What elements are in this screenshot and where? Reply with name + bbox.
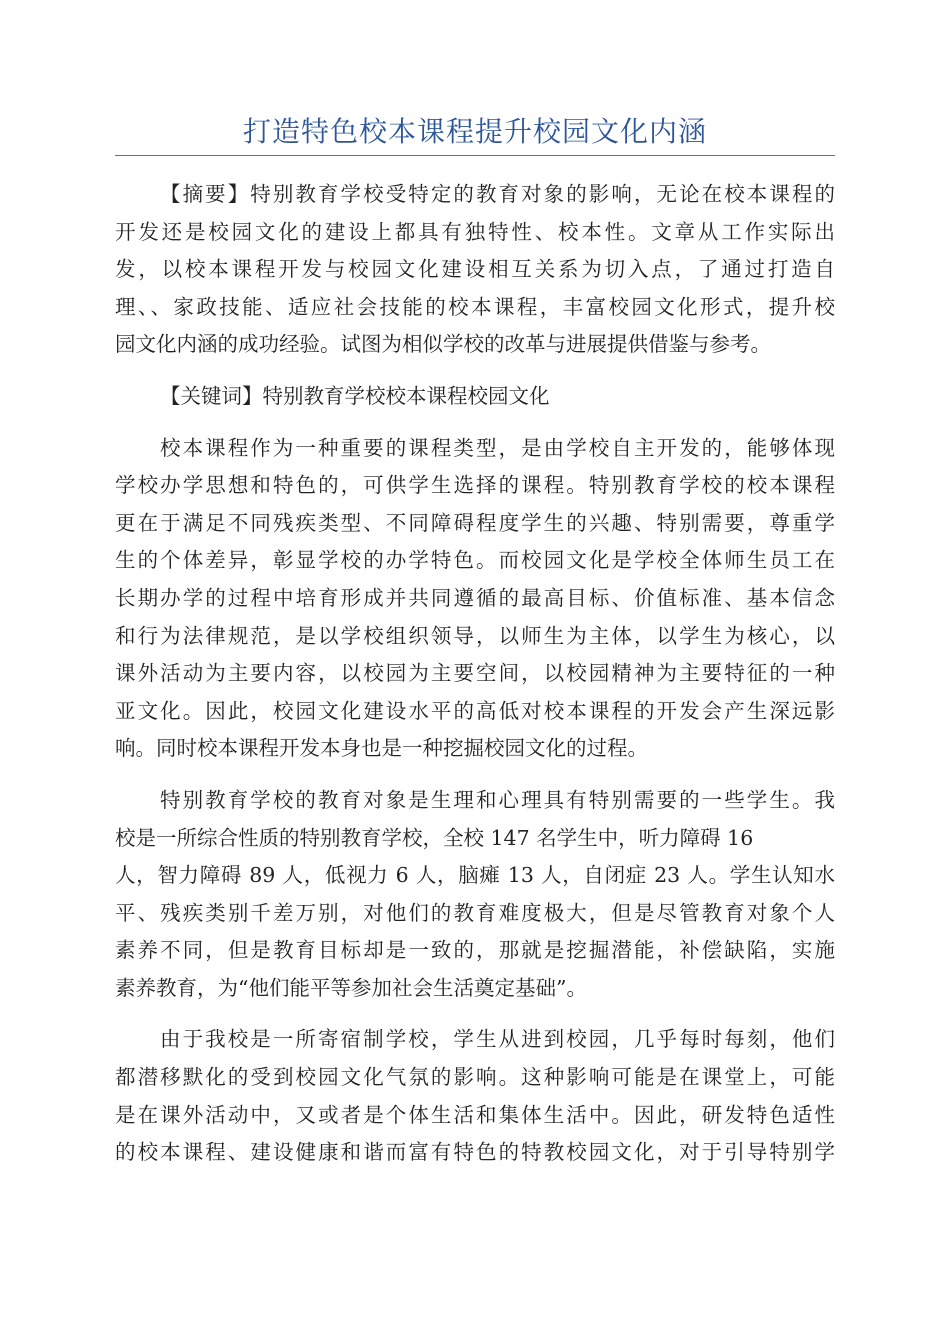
keywords-paragraph [115, 378, 835, 416]
text-line: 响。同时校本课程开发本身也是一种挖掘校园文化的过程。 [115, 736, 648, 761]
text-line: 发，以校本课程开发与校园文化建设相互关系为切入点，了通过打造自 [115, 257, 835, 282]
text-line: 课外活动为主要内容，以校园为主要空间，以校园精神为主要特征的一种 [115, 661, 835, 686]
text-line: 校本课程作为一种重要的课程类型，是由学校自主开发的，能够体现 [160, 435, 835, 460]
body-paragraph [115, 782, 835, 1008]
text-line: 都潜移默化的受到校园文化气氛的影响。这种影响可能是在课堂上，可能 [115, 1065, 835, 1090]
document-title: 打造特色校本课程提升校园文化内涵 [242, 115, 707, 148]
text-line: 校是一所综合性质的特别教育学校，全校 147 名学生中，听力障碍 16 [115, 825, 754, 850]
document-body [115, 176, 835, 1186]
text-line: 和行为法律规范，是以学校组织领导，以师生为主体，以学生为核心，以 [115, 623, 835, 648]
title-underline [115, 155, 835, 156]
text-line: 是在课外活动中，又或者是个体生活和集体生活中。因此，研发特色适性 [115, 1102, 835, 1127]
text-line: 平、残疾类别千差万别，对他们的教育难度极大，但是尽管教育对象个人 [115, 900, 835, 925]
text-line: 【关键词】特别教育学校校本课程校园文化 [160, 383, 550, 408]
text-line: 的校本课程、建设健康和谐而富有特色的特教校园文化，对于引导特别学 [115, 1140, 835, 1165]
text-line: 【摘要】特别教育学校受特定的教育对象的影响，无论在校本课程的 [160, 182, 835, 206]
text-line: 素养教育，为“他们能平等参加社会生活奠定基础”。 [115, 975, 587, 1000]
text-line: 更在于满足不同残疾类型、不同障碍程度学生的兴趣、特别需要，尊重学 [115, 510, 835, 535]
text-line: 由于我校是一所寄宿制学校，学生从进到校园，几乎每时每刻，他们 [160, 1027, 835, 1052]
text-line: 学校办学思想和特色的，可供学生选择的课程。特别教育学校的校本课程 [115, 473, 835, 498]
text-line: 素养不同，但是教育目标却是一致的，那就是挖掘潜能，补偿缺陷，实施 [115, 938, 835, 963]
text-line: 生的个体差异，彰显学校的办学特色。而校园文化是学校全体师生员工在 [115, 548, 835, 573]
abstract-paragraph [115, 176, 835, 364]
body-paragraph [115, 430, 835, 768]
text-line: 长期办学的过程中培育形成并共同遵循的最高目标、价值标准、基本信念 [115, 585, 835, 610]
text-line: 理、、家政技能、适应社会技能的校本课程，丰富校园文化形式，提升校 [115, 294, 835, 319]
text-line: 人，智力障碍 89 人，低视力 6 人，脑瘫 13 人，自闭症 23 人。学生认知水 [115, 863, 835, 888]
text-line: 园文化内涵的成功经验。试图为相似学校的改革与进展提供借鉴与参考。 [115, 332, 771, 357]
body-paragraph [115, 1021, 835, 1171]
text-line: 开发还是校园文化的建设上都具有独特性、校本性。文章从工作实际出 [115, 219, 835, 244]
text-line: 特别教育学校的教育对象是生理和心理具有特别需要的一些学生。我 [160, 787, 835, 812]
text-line: 亚文化。因此，校园文化建设水平的高低对校本课程的开发会产生深远影 [115, 698, 835, 723]
